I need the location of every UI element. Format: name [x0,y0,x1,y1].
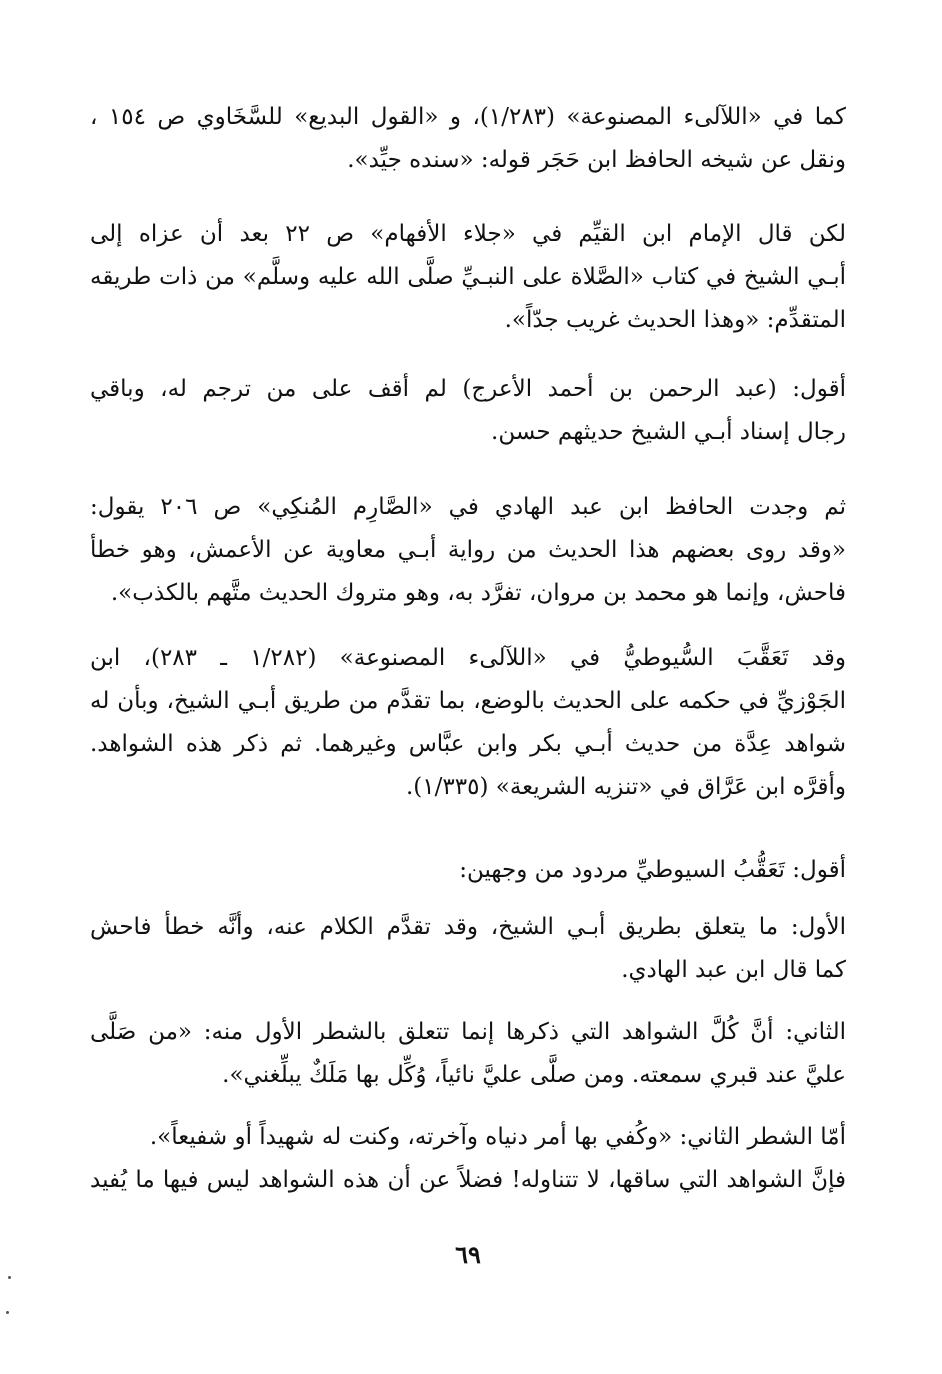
scan-speck [8,1276,11,1279]
text-line: المتقدِّم: «وهذا الحديث غريب جدّاً». [504,307,846,333]
paragraph-4 [90,486,846,615]
document-page [90,0,846,1374]
text-line: وأقرَّه ابن عَرَّاق في «تنزيه الشريعة» (١/٣٣٥). [406,774,846,800]
text-line: أمّا الشطر الثاني: «وكُفي بها أمر دنياه وآخرته، وكنت له شهيداً أو شفيعاً». [149,1124,846,1150]
paragraph-1 [90,96,846,182]
paragraph-6 [90,849,846,892]
text-line: عليَّ عند قبري سمعته. ومن صلَّى عليَّ نائياً، وُكِّل بها مَلَكٌ يبلِّغني». [222,1062,846,1088]
text-line: الثاني: أنَّ كُلَّ الشواهد التي ذكرها إنما تتعلق بالشطر الأول منه: «من صَلَّى [90,1019,846,1045]
paragraph-5 [90,637,846,809]
text-line: فإنَّ الشواهد التي ساقها، لا تتناوله! فضلاً عن أن هذه الشواهد ليس فيها ما يُفيد [90,1167,846,1193]
text-line: وقد تَعَقَّبَ السُّيوطيُّ في «اللآلىء المصنوعة» (١/٢٨٢ ـ ٢٨٣)، ابن [90,645,846,671]
paragraph-9 [90,1116,846,1202]
text-line: الجَوْزيِّ في حكمه على الحديث بالوضع، بما تقدَّم من طريق أبـي الشيخ، وبأن له [90,688,846,714]
text-line: لكن قال الإمام ابن القيِّم في «جلاء الأفهام» ص ٢٢ بعد أن عزاه إلى [90,221,846,247]
text-line: أقول: تَعَقُّبُ السيوطيِّ مردود من وجهين: [459,857,846,883]
text-line: ثم وجدت الحافظ ابن عبد الهادي في «الصَّارِم المُنكِي» ص ٢٠٦ يقول: [90,494,846,520]
paragraph-8 [90,1011,846,1097]
text-line: الأول: ما يتعلق بطريق أبـي الشيخ، وقد تقدَّم الكلام عنه، وأنَّه خطأ فاحش [90,914,846,940]
paragraph-7 [90,906,846,992]
scan-speck [6,1311,9,1314]
paragraph-2 [90,213,846,342]
text-line: فاحش، وإنما هو محمد بن مروان، تفرَّد به، وهو متروك الحديث متَّهم بالكذب». [110,580,846,606]
text-line: كما في «اللآلىء المصنوعة» (١/٢٨٣)، و «القول البديع» للسَّخَاوي ص ١٥٤ ، [90,104,846,130]
text-line: رجال إسناد أبـي الشيخ حديثهم حسن. [491,419,846,445]
paragraph-3 [90,368,846,454]
text-line: أبـي الشيخ في كتاب «الصَّلاة على النبـيِّ صلَّى الله عليه وسلَّم» من ذات طريقه [90,264,846,290]
page-number: ٦٩ [455,1240,481,1269]
text-line: ونقل عن شيخه الحافظ ابن حَجَر قوله: «سنده جيِّد». [347,147,846,173]
text-line: كما قال ابن عبد الهادي. [621,957,846,983]
text-line: «وقد روى بعضهم هذا الحديث من رواية أبـي معاوية عن الأعمش، وهو خطأ [90,537,846,563]
text-line: أقول: (عبد الرحمن بن أحمد الأعرج) لم أقف على من ترجم له، وباقي [90,376,846,402]
text-line: شواهد عِدَّة من حديث أبـي بكر وابن عبَّاس وغيرهما. ثم ذكر هذه الشواهد. [90,731,846,757]
